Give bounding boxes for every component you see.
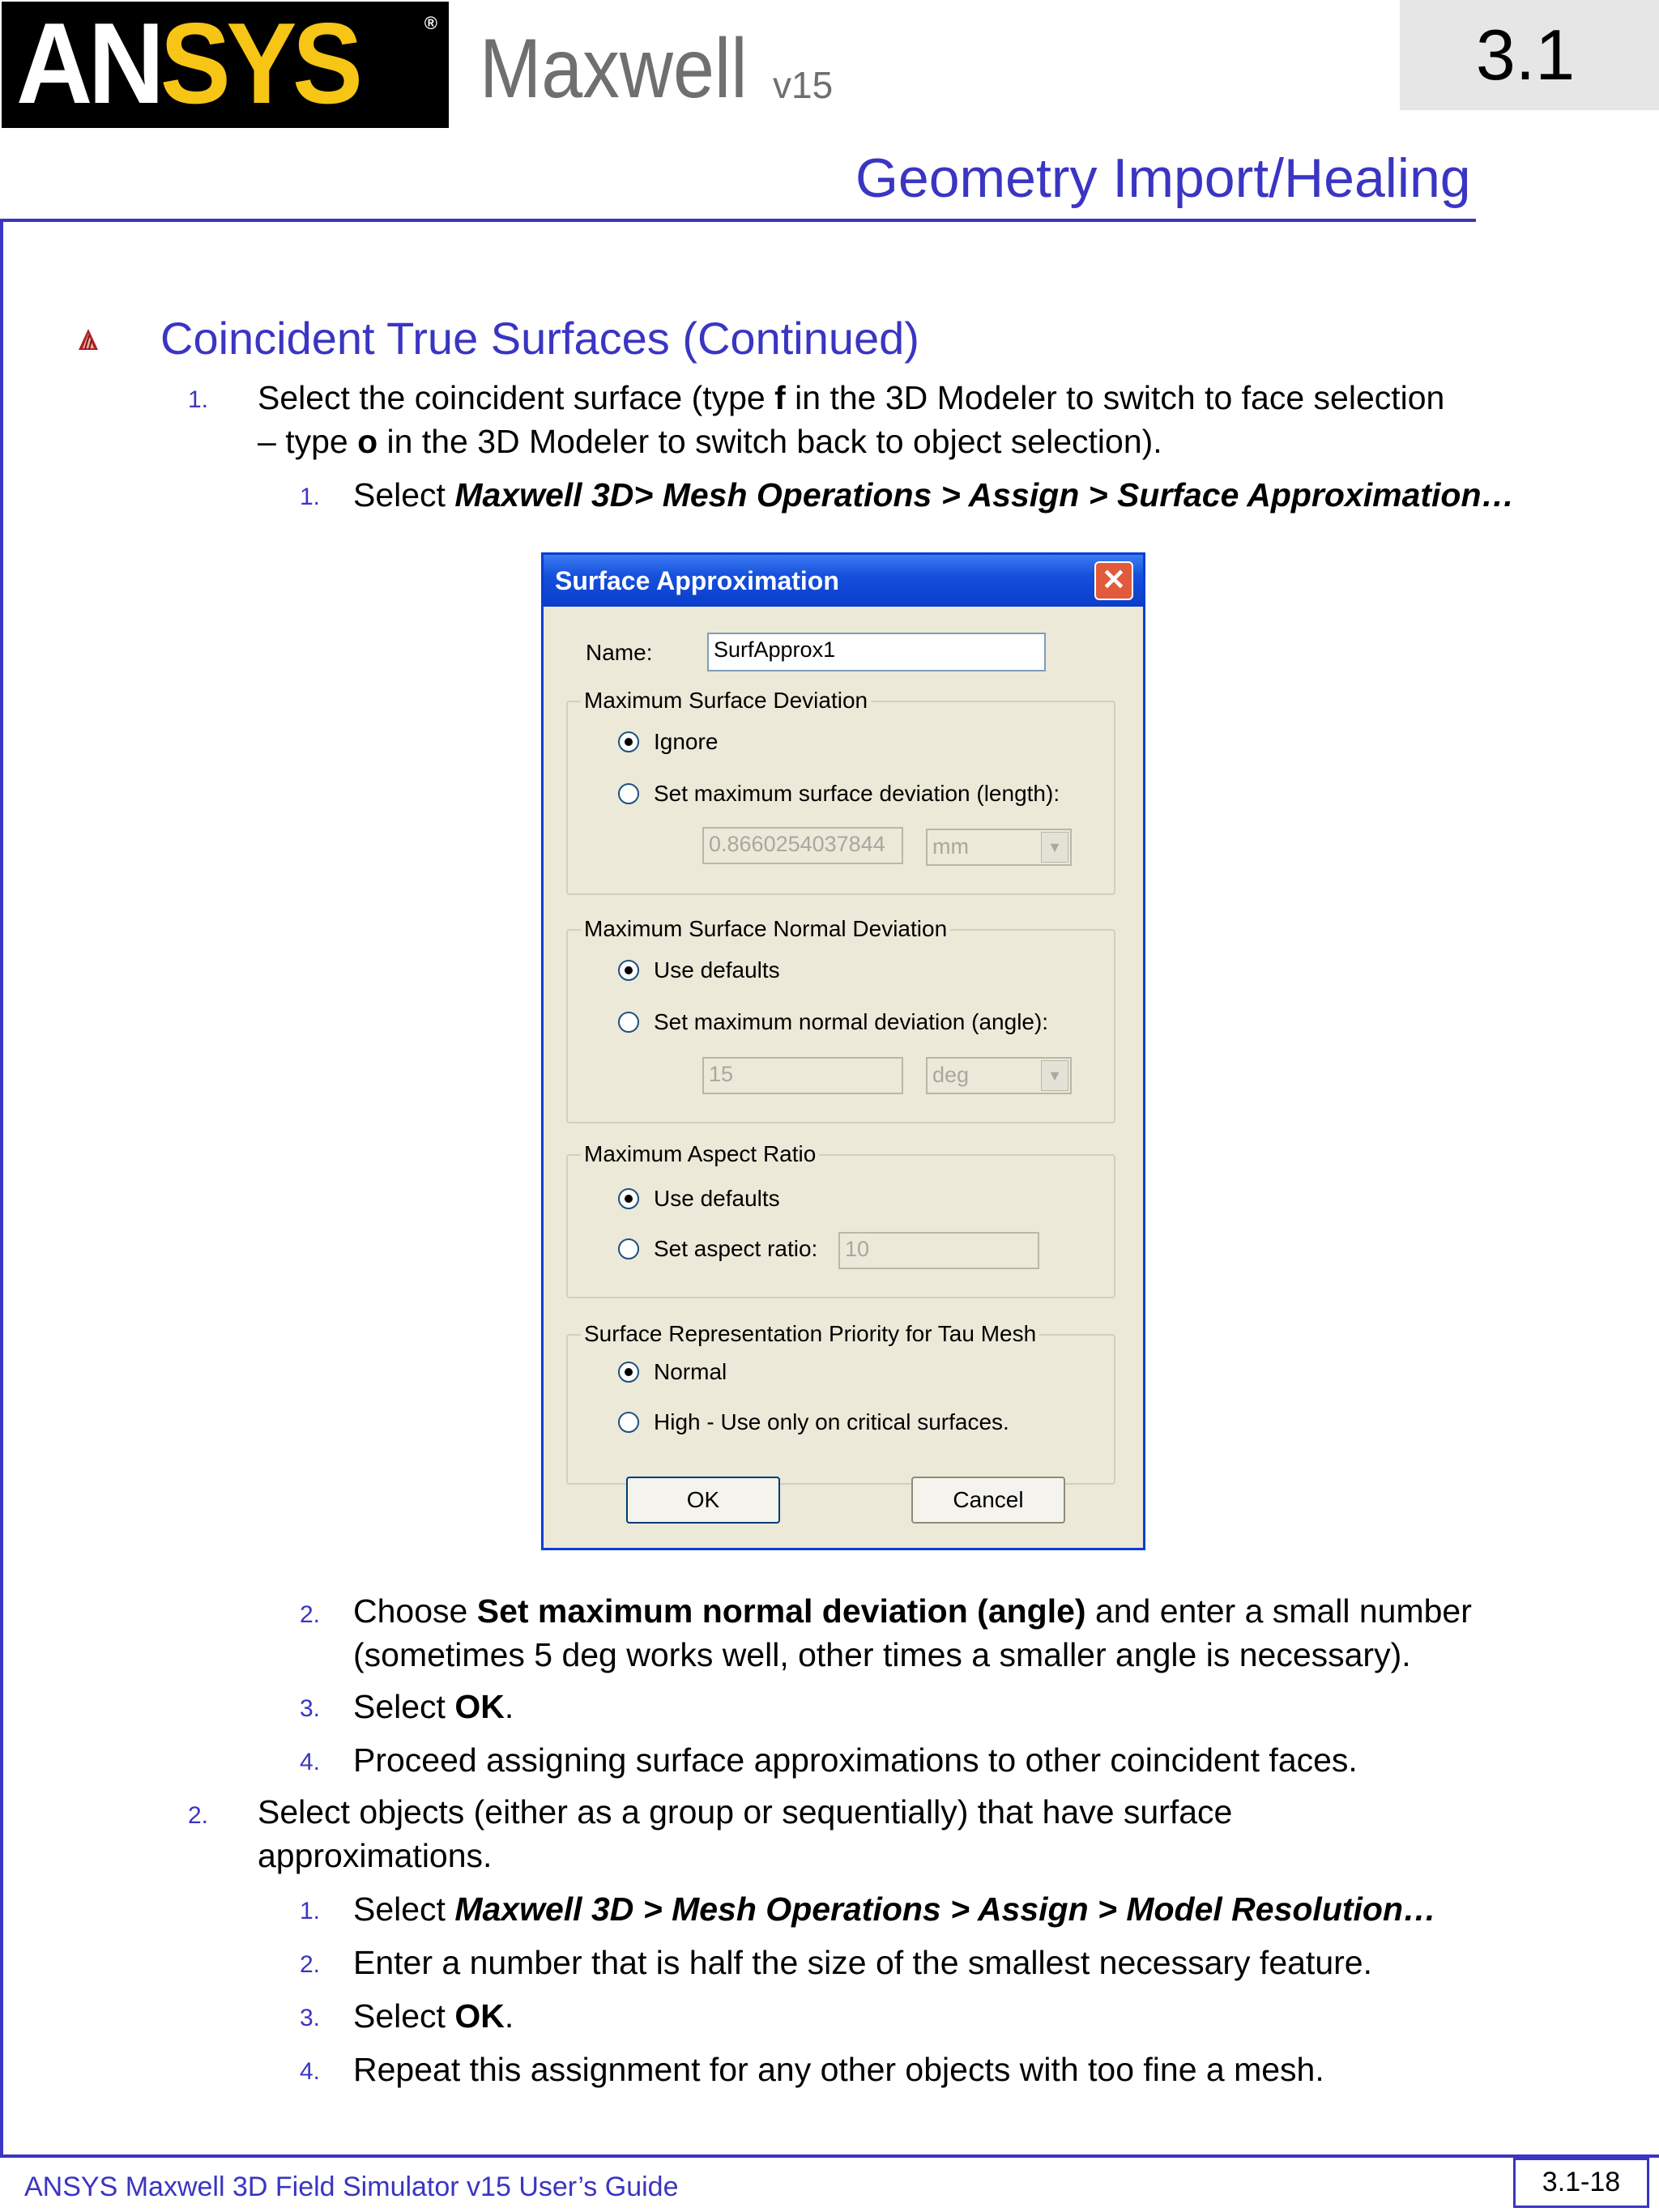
step-1-4-text: Proceed assigning surface approximations to other coincident faces. [353, 1741, 1358, 1779]
tau-mesh-priority-label: Surface Representation Priority for Tau Mesh [581, 1320, 1039, 1348]
normal-use-defaults-label: Use defaults [654, 957, 780, 982]
step-2-1-number: 1. [300, 1898, 321, 1924]
aspect-use-defaults-radio[interactable] [618, 1188, 639, 1209]
step-1-4-number: 4. [300, 1749, 321, 1775]
step-2-2-text: Enter a number that is half the size of the smallest necessary feature. [353, 1944, 1372, 1981]
step-1-2-number: 2. [300, 1601, 321, 1628]
step-2-4-number: 4. [300, 2058, 321, 2085]
step-2-line-2: approximations. [258, 1837, 493, 1874]
step-1-3-text: Select OK. [353, 1688, 514, 1725]
step-1-line-2: – type o in the 3D Modeler to switch back to object selection). [258, 423, 1162, 460]
dialog-title: Surface Approximation [555, 566, 839, 595]
aspect-use-defaults-label: Use defaults [654, 1186, 780, 1211]
step-1-1-number: 1. [300, 484, 321, 510]
ignore-label: Ignore [654, 729, 719, 754]
ansys-bullet-icon [78, 327, 99, 352]
chevron-down-icon: ▼ [1041, 832, 1068, 863]
priority-high-label: High - Use only on critical surfaces. [654, 1409, 1009, 1434]
menu-path-model-resolution: Maxwell 3D > Mesh Operations > Assign > Model Resolution… [454, 1890, 1437, 1928]
registered-mark: ® [424, 13, 437, 33]
step-2-line-1: Select objects (either as a group or sequentially) that have surface [258, 1793, 1233, 1831]
surface-deviation-input[interactable]: 0.8660254037844 [702, 827, 903, 864]
step-1-2-line-2: (sometimes 5 deg works well, other times a smaller angle is necessary). [353, 1636, 1411, 1673]
step-1-line-1: Select the coincident surface (type f in the 3D Modeler to switch to face selection [258, 379, 1445, 416]
left-rule [0, 219, 3, 2156]
step-1-2-line-1: Choose Set maximum normal deviation (angle) and enter a small number [353, 1592, 1472, 1630]
section-heading: Coincident True Surfaces (Continued) [160, 313, 919, 364]
cancel-button[interactable]: Cancel [911, 1477, 1065, 1524]
priority-high-radio[interactable] [618, 1412, 639, 1433]
page-title: Geometry Import/Healing [855, 147, 1471, 209]
logo-text-white: AN [16, 0, 160, 128]
menu-path-surface-approximation: Maxwell 3D> Mesh Operations > Assign > Surface Approximation… [454, 476, 1515, 514]
priority-normal-label: Normal [654, 1359, 727, 1384]
step-2-3-number: 3. [300, 2005, 321, 2031]
page-number: 3.1-18 [1542, 2167, 1621, 2197]
product-name: Maxwell [480, 22, 748, 116]
step-1-3-number: 3. [300, 1695, 321, 1722]
normal-deviation-input[interactable]: 15 [702, 1057, 903, 1094]
ansys-logo [2, 2, 449, 128]
name-input[interactable]: SurfApprox1 [707, 633, 1046, 671]
step-2-2-number: 2. [300, 1951, 321, 1978]
max-surface-deviation-label: Maximum Surface Deviation [581, 687, 871, 714]
max-normal-deviation-label: Maximum Surface Normal Deviation [581, 915, 950, 943]
dialog-title-bar[interactable] [544, 555, 1143, 607]
set-normal-deviation-radio[interactable] [618, 1012, 639, 1033]
max-aspect-ratio-group [566, 1154, 1115, 1298]
aspect-ratio-input[interactable]: 10 [838, 1232, 1039, 1269]
name-label: Name: [586, 640, 653, 665]
step-2-4-text: Repeat this assignment for any other objects with too fine a mesh. [353, 2051, 1324, 2088]
step-2-number: 2. [188, 1802, 209, 1829]
set-surface-deviation-radio[interactable] [618, 783, 639, 804]
priority-normal-radio[interactable] [618, 1362, 639, 1383]
title-rule [0, 219, 1476, 222]
set-normal-deviation-label: Set maximum normal deviation (angle): [654, 1009, 1049, 1034]
step-2-3-text: Select OK. [353, 1997, 514, 2035]
logo-text-yellow: SYS [160, 0, 359, 128]
chevron-down-icon: ▼ [1041, 1060, 1068, 1091]
surface-approximation-dialog [541, 552, 1145, 1550]
surface-deviation-unit-select[interactable]: mm ▼ [926, 829, 1072, 866]
step-1-1-text: Select Maxwell 3D> Mesh Operations > Assign > Surface Approximation… [353, 476, 1515, 514]
step-1-number: 1. [188, 386, 209, 413]
set-aspect-ratio-radio[interactable] [618, 1238, 639, 1259]
close-icon: ✕ [1101, 563, 1127, 596]
product-version: v15 [773, 64, 834, 106]
ignore-radio[interactable] [618, 731, 639, 752]
ok-button[interactable]: OK [626, 1477, 780, 1524]
max-aspect-ratio-label: Maximum Aspect Ratio [581, 1140, 819, 1168]
section-number: 3.1 [1475, 15, 1576, 95]
set-surface-deviation-label: Set maximum surface deviation (length): [654, 781, 1060, 806]
footer-rule [0, 2154, 1659, 2158]
normal-use-defaults-radio[interactable] [618, 960, 639, 981]
footer-guide-title: ANSYS Maxwell 3D Field Simulator v15 User’s Guide [24, 2172, 679, 2202]
normal-deviation-unit-select[interactable]: deg ▼ [926, 1057, 1072, 1094]
close-button[interactable] [1094, 561, 1133, 600]
step-2-1-text: Select Maxwell 3D > Mesh Operations > Assign > Model Resolution… [353, 1890, 1437, 1928]
set-aspect-ratio-label: Set aspect ratio: [654, 1236, 818, 1261]
